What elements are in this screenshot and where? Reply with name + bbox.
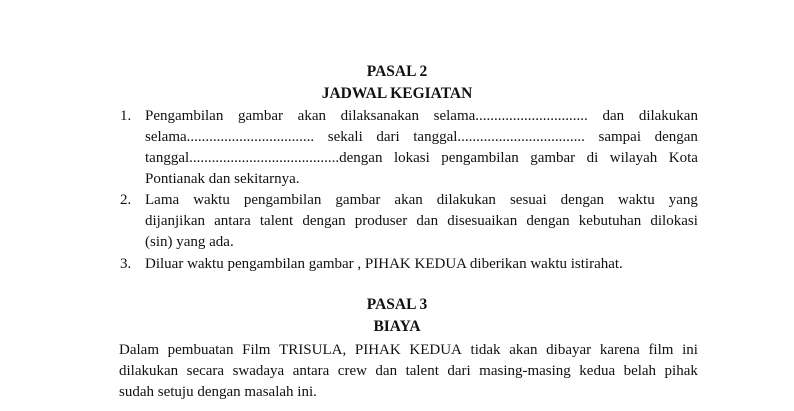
word: Lama: [145, 192, 180, 208]
word: waktu: [193, 192, 230, 208]
word: dilaksanakan: [340, 108, 419, 124]
word: dengan: [654, 129, 698, 145]
list-item-2-line-2: [145, 211, 698, 231]
word: crew: [337, 363, 367, 379]
word: sampai: [598, 129, 642, 145]
word: Pengambilan: [145, 108, 224, 124]
word: akan: [297, 108, 326, 124]
word: gambar: [238, 108, 283, 124]
word: akan: [394, 192, 423, 208]
word: lokasi: [393, 150, 430, 166]
word: PIHAK: [354, 342, 401, 358]
pasal-3-paragraph-line-2: [119, 361, 698, 381]
word: tanggal..................................: [413, 129, 585, 145]
word: dan: [375, 363, 398, 379]
word: kebutuhan: [578, 213, 642, 229]
word: sekali: [327, 129, 363, 145]
word: dengan: [526, 213, 570, 229]
word: gambar: [335, 192, 381, 208]
word: dengan: [302, 213, 346, 229]
word: TRISULA,: [279, 342, 347, 358]
word: produser: [354, 213, 408, 229]
list-item-2-line-3: (sin) yang ada.: [145, 234, 234, 250]
word: dibayar: [546, 342, 592, 358]
word: Film: [242, 342, 271, 358]
word: dari: [376, 129, 400, 145]
word: dilakukan: [638, 108, 698, 124]
word: kedua: [579, 363, 616, 379]
list-item-3-number: 3.: [120, 256, 132, 272]
word: yang: [668, 192, 698, 208]
pasal-3-paragraph-line-1: [119, 340, 698, 360]
word: wilayah: [609, 150, 658, 166]
word: pengambilan: [441, 150, 519, 166]
pasal-3-paragraph-line-3: sudah setuju dengan masalah ini.: [119, 384, 317, 400]
word: selama..............................: [433, 108, 588, 124]
pasal-3-subtitle: BIAYA: [373, 318, 421, 335]
word: antara: [214, 213, 251, 229]
word: talent: [259, 213, 294, 229]
word: swadaya: [232, 363, 285, 379]
word: film: [648, 342, 674, 358]
word: talent: [405, 363, 439, 379]
word: dari: [447, 363, 471, 379]
word: Kota: [668, 150, 698, 166]
list-item-1-line-1: [145, 106, 698, 126]
word: belah: [623, 363, 657, 379]
pasal-2-subtitle: JADWAL KEGIATAN: [321, 85, 473, 102]
word: secara: [186, 363, 225, 379]
word: tidak: [470, 342, 501, 358]
word: waktu: [618, 192, 655, 208]
list-item-1-line-4: Pontianak dan sekitarnya.: [145, 171, 300, 187]
word: Dalam: [119, 342, 159, 358]
word: di: [586, 150, 599, 166]
word: selama..................................: [145, 129, 315, 145]
word: disesuaikan: [447, 213, 518, 229]
word: dijanjikan: [145, 213, 205, 229]
word: dilokasi: [650, 213, 698, 229]
word: pengambilan: [243, 192, 322, 208]
word: ini: [682, 342, 698, 358]
word: tanggal........................................dengan: [145, 150, 383, 166]
list-item-2-line-1: [145, 190, 698, 210]
word: dilakukan: [119, 363, 179, 379]
word: karena: [599, 342, 640, 358]
pasal-2-title: PASAL 2: [366, 63, 428, 80]
word: antara: [292, 363, 330, 379]
word: dan: [602, 108, 625, 124]
word: dengan: [560, 192, 604, 208]
word: gambar: [530, 150, 576, 166]
word: sesuai: [509, 192, 547, 208]
word: dilakukan: [436, 192, 496, 208]
word: pembuatan: [167, 342, 234, 358]
list-item-1-number: 1.: [120, 108, 132, 124]
list-item-1-line-3: [145, 148, 698, 168]
word: masing-masing: [479, 363, 571, 379]
list-item-3-line-1: Diluar waktu pengambilan gambar , PIHAK KEDUA diberikan waktu istirahat.: [145, 256, 623, 272]
word: KEDUA: [409, 342, 462, 358]
word: dan: [416, 213, 439, 229]
list-item-1-line-2: [145, 127, 698, 147]
word: akan: [509, 342, 538, 358]
pasal-3-title: PASAL 3: [366, 296, 428, 313]
word: pihak: [664, 363, 698, 379]
list-item-2-number: 2.: [120, 192, 132, 208]
